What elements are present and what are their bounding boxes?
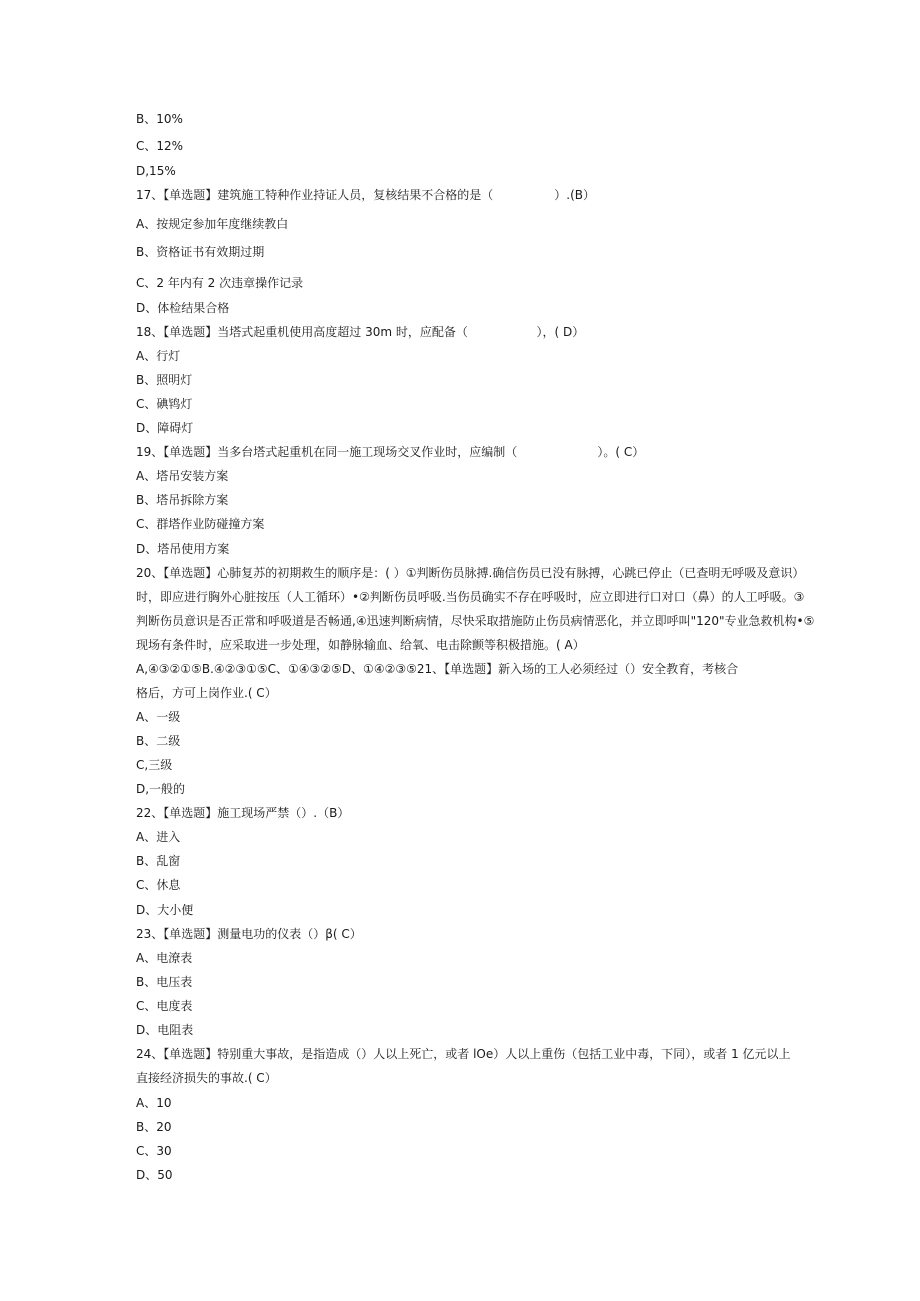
text-line: B、乱窗	[136, 854, 181, 868]
text-line: C、休息	[136, 878, 181, 892]
text-line: 现场有条件时，应采取进一步处理，如静脉输血、给氧、电击除颤等积极措施。( A）	[136, 638, 585, 652]
text-line: B、资格证书有效期过期	[136, 245, 265, 259]
text-line: 20、【单选题】心肺复苏的初期救生的顺序是：( ）①判断伤员脉搏.确信伤员已没有脉搏，心跳已停止（已查明无呼吸及意识）	[136, 566, 805, 580]
text-line: C、碘鸨灯	[136, 397, 193, 411]
text-line: 格后，方可上岗作业.( C）	[136, 686, 277, 700]
text-line: C、电度表	[136, 999, 193, 1013]
text-line: C、12%	[136, 139, 184, 153]
text-line: D,15%	[136, 164, 176, 178]
text-line: B、电压表	[136, 975, 193, 989]
text-line: B、二级	[136, 734, 181, 748]
text-line: A、进入	[136, 830, 181, 844]
text-line: D、电阻表	[136, 1023, 194, 1037]
text-line: 直接经济损失的事故.( C）	[136, 1071, 277, 1085]
text-line: B、20	[136, 1120, 172, 1134]
text-line: C、30	[136, 1144, 172, 1158]
text-line: C,三级	[136, 758, 173, 772]
text-line: A、电潦表	[136, 951, 193, 965]
text-line: 判断伤员意识是否正常和呼吸道是否畅通,④迅速判断病情，尽快采取措施防止伤员病情恶化，并立即呼叫"120"专业急救机构•⑤	[136, 614, 815, 628]
text-line: A,④③②①⑤B.④②③①⑤C、①④③②⑤D、①④②③⑤21、【单选题】新入场的工人必须经过（）安全教育，考核合	[136, 662, 739, 676]
text-line: A、10	[136, 1096, 172, 1110]
text-line: 时，即应进行胸外心脏按压（人工循环）•②判断伤员呼吸.当伤员确实不存在呼吸时，应立即进行口对口（鼻）的人工呼吸。③	[136, 590, 805, 604]
text-line: C、2 年内有 2 次违章操作记录	[136, 276, 304, 290]
text-line: 24、【单选题】特别重大事故，是指造成（）人以上死亡，或者 lOe）人以上重伤（包括工业中毒，下同），或者 1 亿元以上	[136, 1047, 791, 1061]
text-line: B、塔吊拆除方案	[136, 493, 229, 507]
text-line: D、50	[136, 1168, 173, 1182]
text-line: 19、【单选题】当多台塔式起重机在同一施工现场交叉作业时，应编制（ ）。( C）	[136, 445, 645, 459]
text-line: 18、【单选题】当塔式起重机使用高度超过 30m 时，应配备（ ），( D）	[136, 325, 585, 339]
text-line: B、10%	[136, 112, 183, 126]
text-line: A、塔吊安装方案	[136, 469, 229, 483]
text-line: A、按规定参加年度继续教白	[136, 217, 289, 231]
text-line: A、行灯	[136, 349, 181, 363]
text-line: B、照明灯	[136, 373, 193, 387]
text-line: 22、【单选题】施工现场严禁（）.（B）	[136, 806, 350, 820]
text-line: C、群塔作业防碰撞方案	[136, 517, 265, 531]
text-line: D、障碍灯	[136, 421, 194, 435]
text-line: A、一级	[136, 710, 181, 724]
text-line: D、塔吊使用方案	[136, 542, 230, 556]
text-line: D,一般的	[136, 782, 186, 796]
text-line: 17、【单选题】建筑施工特种作业持证人员，复核结果不合格的是（ ）.(B）	[136, 188, 596, 202]
text-line: D、体检结果合格	[136, 301, 230, 315]
text-line: 23、【单选题】测量电功的仪表（）β( C）	[136, 927, 362, 941]
text-line: D、大小便	[136, 903, 194, 917]
